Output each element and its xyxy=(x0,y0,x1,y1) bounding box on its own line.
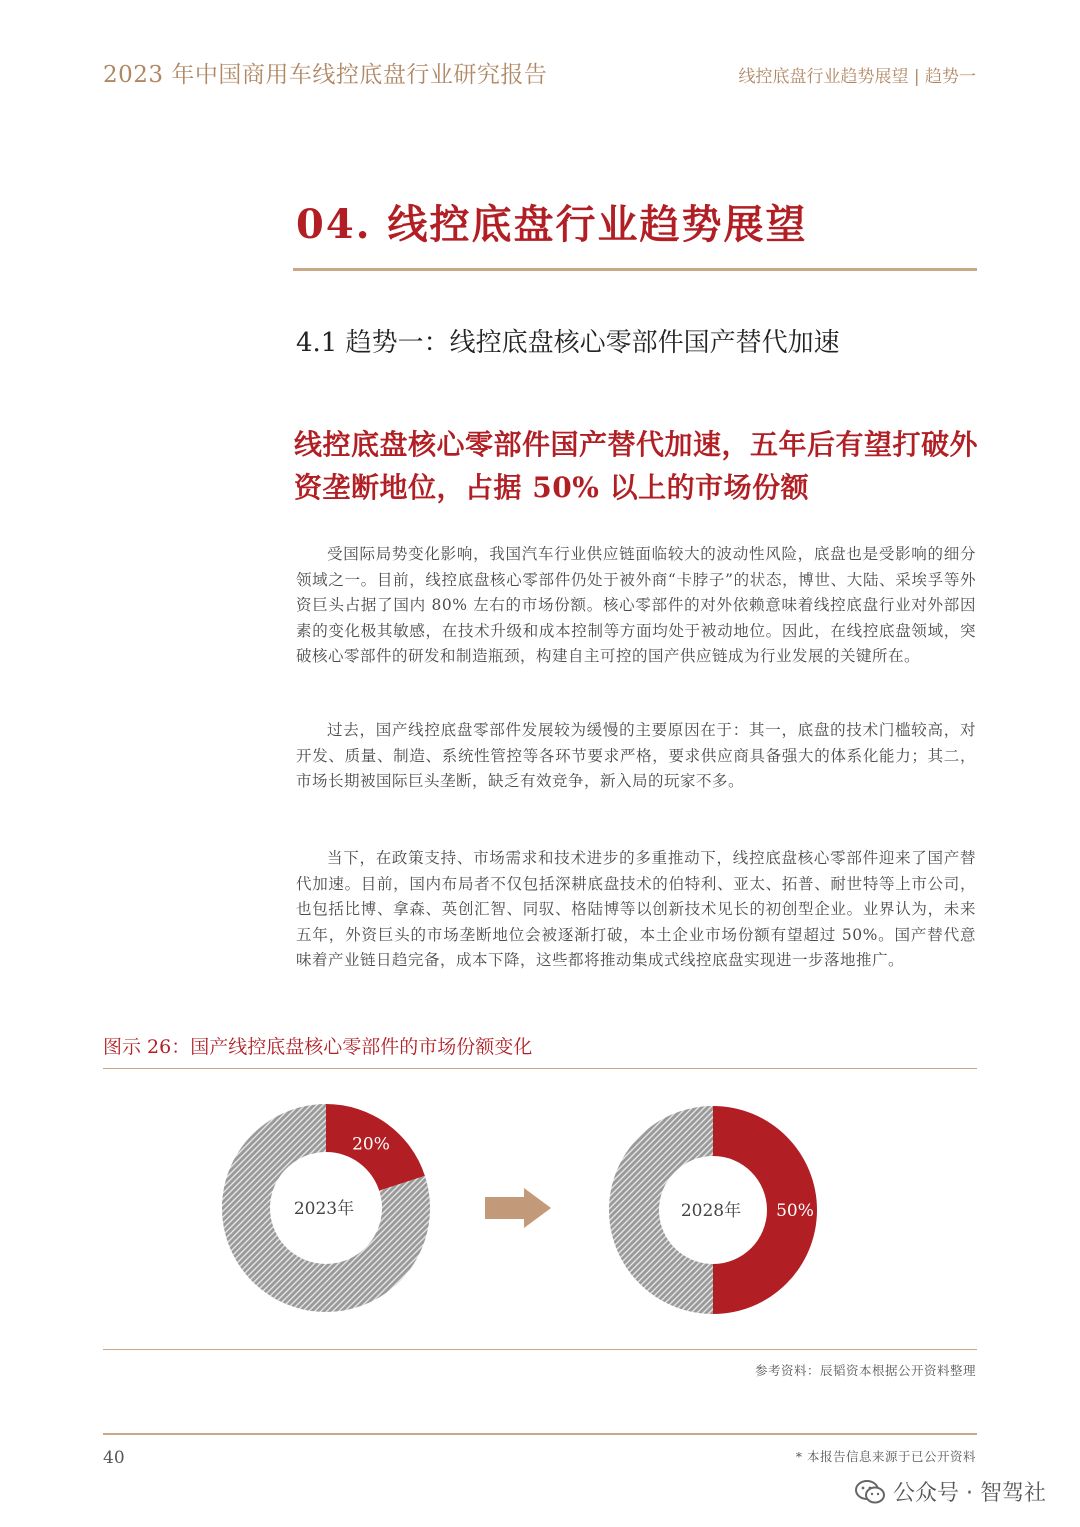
header-breadcrumb: 线控底盘行业趋势展望 | 趋势一 xyxy=(738,67,976,87)
figure-source: 参考资料：辰韬资本根据公开资料整理 xyxy=(754,1363,976,1378)
report-title: 2023 年中国商用车线控底盘行业研究报告 xyxy=(103,62,548,88)
body-paragraph-1: 受国际局势变化影响，我国汽车行业供应链面临较大的波动性风险，底盘也是受影响的细分领域之一。目前，线控底盘核心零部件仍处于被外商“卡脖子”的状态，博世、大陆、采埃孚等外资巨头占据了国内 80% 左右的市场份额。核心零部件的对外依赖意味着线控底盘行业对外部因素的变化极其敏感，在技术升级和成本控制等方面均处于被动地位。因此，在线控底盘领域，突破核心零部件的研发和制造瓶颈，构建自主可控的国产供应链成为行业发展的关键所在。 xyxy=(296,545,976,665)
body-paragraph-2: 过去，国产线控底盘零部件发展较为缓慢的主要原因在于：其一，底盘的技术门槛较高，对开发、质量、制造、系统性管控等各环节要求严格，要求供应商具备强大的体系化能力；其二，市场长期被国际巨头垄断，缺乏有效竞争，新入局的玩家不多。 xyxy=(296,721,976,790)
page-number: 40 xyxy=(103,1448,125,1468)
donut-center-year-label: 2023年 xyxy=(293,1199,355,1219)
arrow-right-icon xyxy=(485,1188,551,1228)
donut-slice-label: 50% xyxy=(776,1201,814,1221)
chapter-title: 04. 线控底盘行业趋势展望 xyxy=(296,201,808,248)
footer-note: * 本报告信息来源于已公开资料 xyxy=(795,1449,976,1464)
footer-divider xyxy=(103,1433,977,1435)
donut-chart-2023 xyxy=(222,1104,430,1312)
social-account-label: 公众号 · 智驾社 xyxy=(893,1481,1046,1506)
donut-slice-label: 20% xyxy=(352,1134,390,1155)
social-account xyxy=(855,1476,1046,1507)
donut-chart-2028 xyxy=(609,1106,817,1314)
body-paragraph-3: 当下，在政策支持、市场需求和技术进步的多重推动下，线控底盘核心零部件迎来了国产替代加速。目前，国内布局者不仅包括深耕底盘技术的伯特利、亚太、拓普、耐世特等上市公司，也包括比博、拿森、英创汇智、同驭、格陆博等以创新技术见长的初创型企业。业界认为，未来五年，外资巨头的市场垄断地位会被逐渐打破，本土企业市场份额有望超过 50%。国产替代意味着产业链日趋完备，成本下降，这些都将推动集成式线控底盘实现进一步落地推广。 xyxy=(296,849,976,969)
figure-divider-bottom xyxy=(103,1349,977,1350)
donut-center-year-label: 2028年 xyxy=(680,1201,742,1221)
section-title: 4.1 趋势一：线控底盘核心零部件国产替代加速 xyxy=(296,328,840,358)
wechat-icon xyxy=(855,1479,885,1505)
highlight-statement: 线控底盘核心零部件国产替代加速，五年后有望打破外资垄断地位，占据 50% 以上的市场份额 xyxy=(294,428,979,504)
figure-title: 图示 26：国产线控底盘核心零部件的市场份额变化 xyxy=(103,1036,533,1058)
